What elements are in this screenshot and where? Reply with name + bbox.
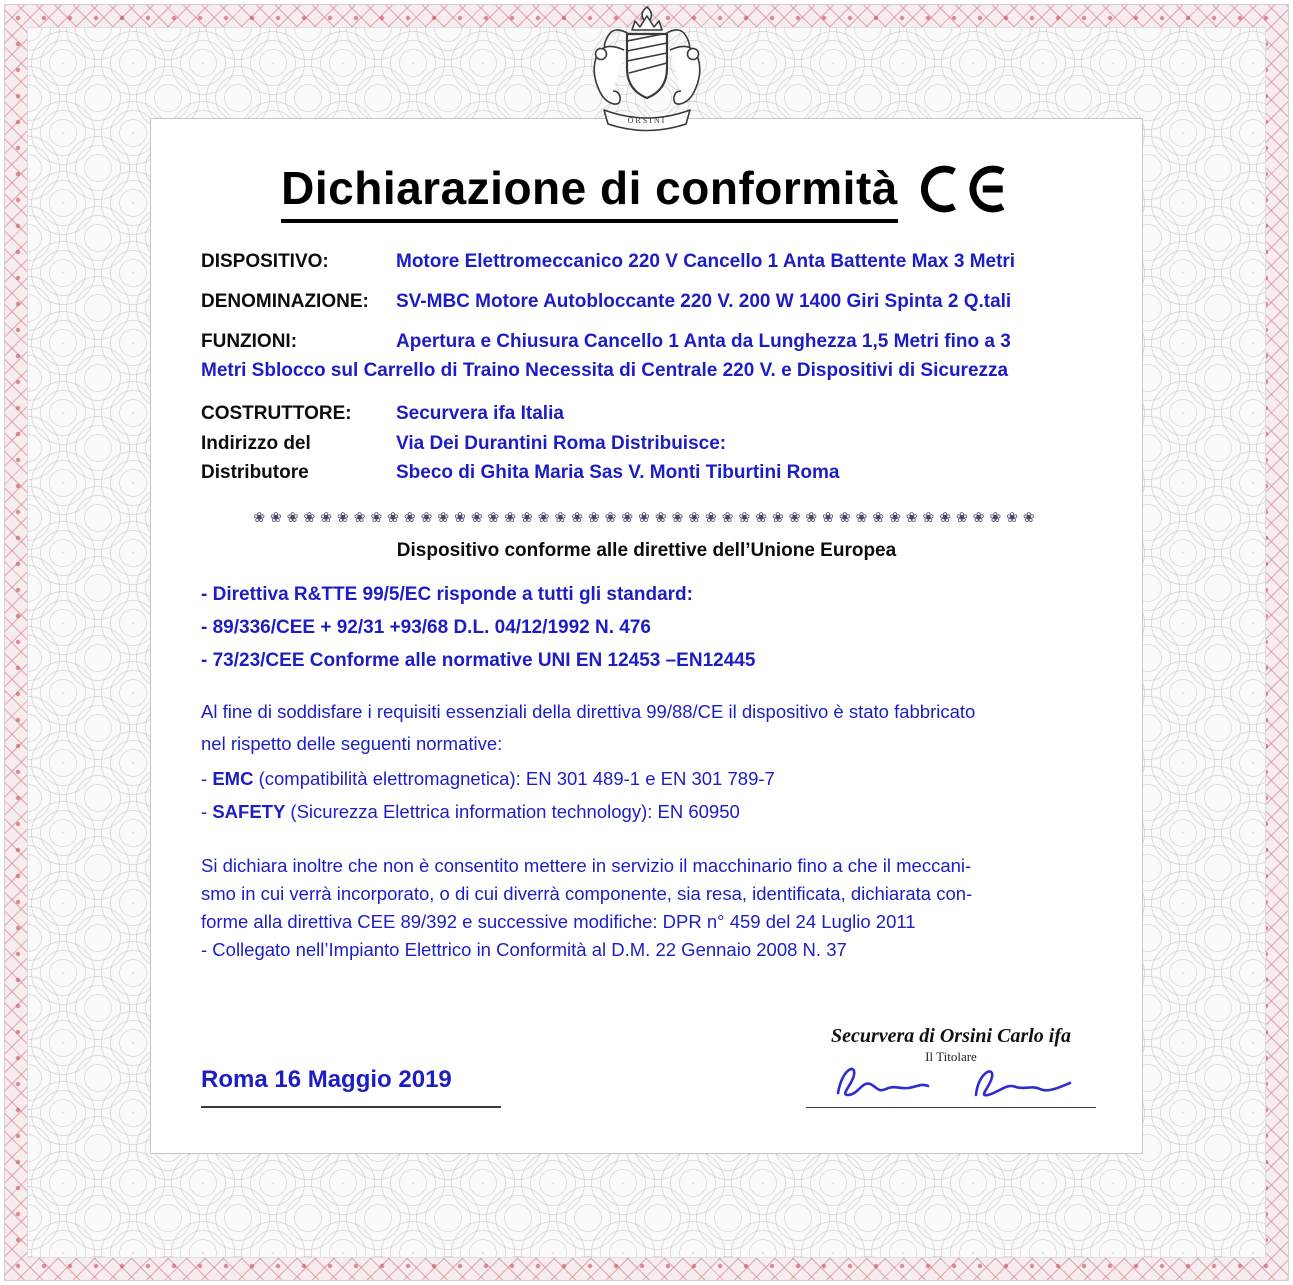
declaration-line4: - Collegato nell’Impianto Elettrico in Conformità al D.M. 22 Gennaio 2008 N. 37: [201, 939, 847, 960]
distributore-label-line2: Distributore: [201, 462, 309, 483]
issue-date: Roma 16 Maggio 2019: [201, 1066, 452, 1093]
standards-intro-line1: Al fine di soddisfare i requisiti essenziali della direttiva 99/88/CE il dispositivo è stato fabbricato: [201, 701, 976, 722]
conformity-heading: Dispositivo conforme alle direttive dell’Unione Europea: [396, 540, 897, 561]
coat-of-arms-icon: [572, 4, 722, 144]
coat-of-arms: [572, 4, 722, 149]
emc-standard-line: [201, 762, 1092, 795]
flower-divider: ❀❀❀❀❀❀❀❀❀❀❀❀❀❀❀❀❀❀❀❀❀❀❀❀❀❀❀❀❀❀❀❀❀❀❀❀❀❀❀❀❀❀❀❀❀❀❀: [253, 509, 1040, 525]
costruttore-label: COSTRUTTORE:: [201, 403, 352, 424]
title-row: [201, 161, 1092, 223]
distributore-value-line2: Sbeco di Ghita Maria Sas V. Monti Tiburtini Roma: [396, 462, 840, 483]
directive-item: - 89/336/CEE + 92/31 +93/68 D.L. 04/12/1992 N. 476: [201, 617, 651, 638]
safety-standard-line: [201, 795, 1092, 828]
field-denominazione: [201, 289, 1092, 315]
ce-mark-icon: [912, 163, 1012, 215]
dispositivo-label: DISPOSITIVO:: [201, 251, 329, 272]
declaration-paragraph: [201, 852, 1092, 964]
crest-banner-text: ORSINI: [627, 116, 666, 125]
declaration-line3: forme alla direttiva CEE 89/392 e successive modifiche: DPR n° 459 del 24 Luglio 2011: [201, 911, 916, 932]
standards-intro: [201, 696, 1092, 760]
certificate-sheet: [150, 118, 1143, 1154]
field-costruttore: [201, 401, 1092, 427]
declaration-line2: smo in cui verrà incorporato, o di cui diverrà componente, sia resa, identificata, dichiarata con-: [201, 883, 973, 904]
distributore-value: [396, 429, 1092, 487]
distributore-label-line1: Indirizzo del: [201, 433, 311, 454]
emc-label: EMC: [212, 768, 254, 789]
standards-list: [201, 762, 1092, 828]
signature-role: Il Titolare: [925, 1049, 977, 1064]
field-distributore: [201, 429, 1092, 487]
directive-item: - Direttiva R&TTE 99/5/EC risponde a tutti gli standard:: [201, 584, 693, 605]
declaration-line1: Si dichiara inoltre che non è consentito mettere in servizio il macchinario fino a che il meccani-: [201, 855, 972, 876]
costruttore-value: Securvera ifa Italia: [396, 403, 564, 424]
distributore-label: [201, 429, 396, 487]
emc-text: (compatibilità elettromagnetica): EN 301 489-1 e EN 301 789-7: [253, 768, 775, 789]
safety-dash: -: [201, 801, 213, 822]
date-block: [201, 1066, 501, 1108]
fields-section: [201, 249, 1092, 487]
field-funzioni: [201, 329, 1092, 355]
funzioni-value-line1: Apertura e Chiusura Cancello 1 Anta da Lunghezza 1,5 Metri fino a 3: [396, 331, 1011, 352]
document-title: Dichiarazione di conformità: [281, 161, 898, 223]
distributore-value-line1: Via Dei Durantini Roma Distribuisce:: [396, 433, 727, 454]
directive-item: - 73/23/CEE Conforme alle normative UNI EN 12453 –EN12445: [201, 650, 756, 671]
safety-label: SAFETY: [212, 801, 286, 822]
funzioni-label: FUNZIONI:: [201, 331, 298, 352]
funzioni-value-line2: Metri Sblocco sul Carrello di Traino Necessita di Centrale 220 V. e Dispositivi di Sicurezza: [201, 360, 1009, 381]
directives-list: [201, 578, 1092, 677]
signature-block: [806, 1025, 1096, 1108]
emc-dash: -: [201, 768, 213, 789]
denominazione-label: DENOMINAZIONE:: [201, 291, 369, 312]
safety-text: (Sicurezza Elettrica information technology): EN 60950: [285, 801, 740, 822]
dispositivo-value: Motore Elettromeccanico 220 V Cancello 1 Anta Battente Max 3 Metri: [396, 251, 1016, 272]
standards-intro-line2: nel rispetto delle seguenti normative:: [201, 733, 503, 754]
signature-company: Securvera di Orsini Carlo ifa: [830, 1025, 1072, 1047]
field-dispositivo: [201, 249, 1092, 275]
denominazione-value: SV-MBC Motore Autobloccante 220 V. 200 W 1400 Giri Spinta 2 Q.tali: [396, 291, 1012, 312]
